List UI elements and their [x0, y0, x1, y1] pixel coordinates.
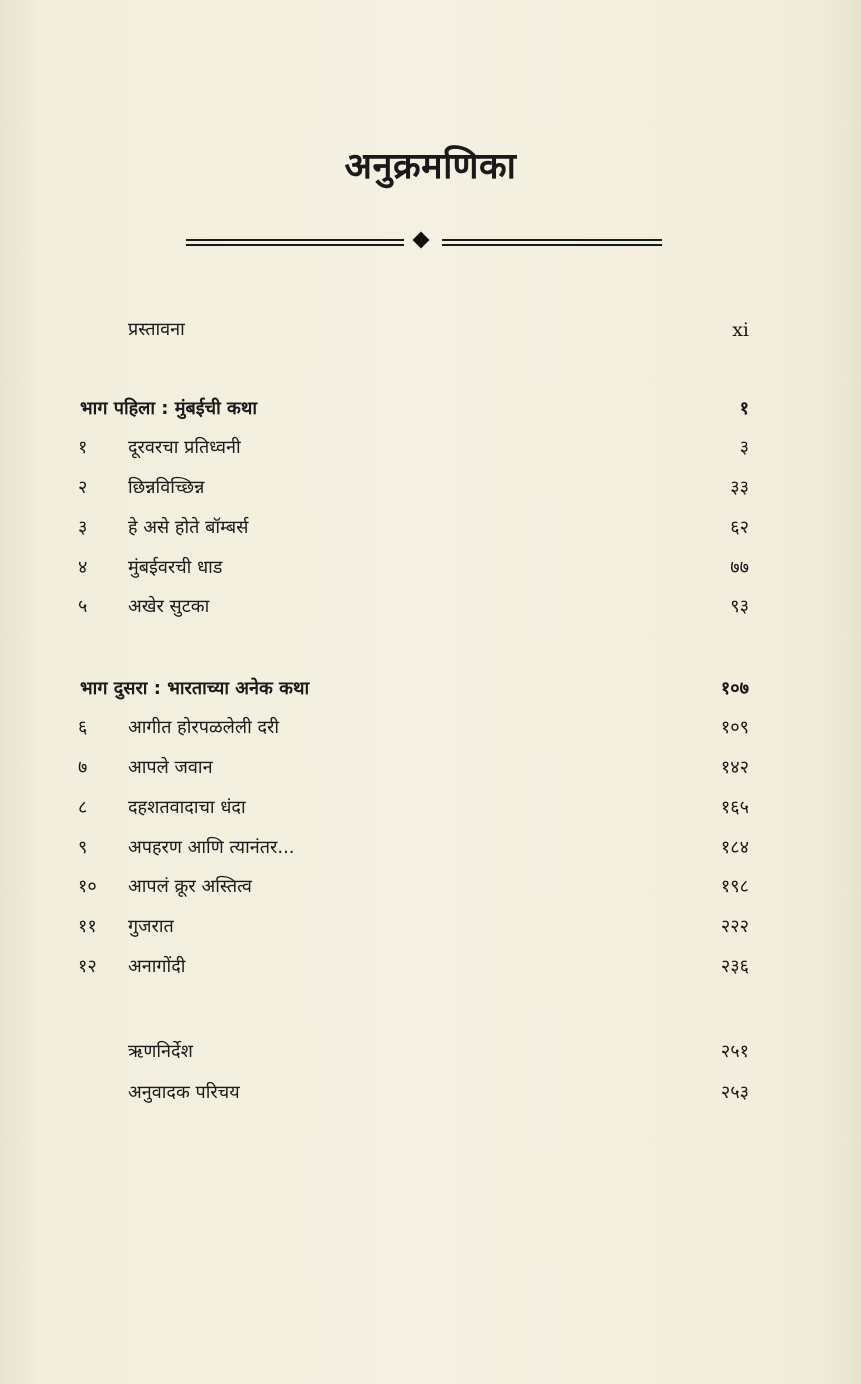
toc-part-1[interactable]: [0, 391, 861, 427]
entry-label: प्रस्तावना: [128, 319, 185, 340]
entry-page: २५१: [720, 1041, 749, 1062]
chapter-label: दूरवरचा प्रतिध्वनी: [128, 437, 241, 458]
ornament-line-left: [186, 239, 404, 246]
diamond-icon: [413, 232, 430, 249]
chapter-label: दहशतवादाचा धंदा: [128, 797, 246, 818]
chapter-page: ९३: [730, 596, 749, 617]
chapter-page: ३३: [730, 477, 749, 498]
toc-part-2[interactable]: [0, 671, 861, 707]
toc-chapter-7[interactable]: [0, 750, 861, 786]
toc-chapter-4[interactable]: [0, 550, 861, 586]
entry-label: ऋणनिर्देश: [128, 1041, 193, 1062]
chapter-number: ७: [78, 757, 88, 778]
chapter-number: १०: [78, 876, 97, 897]
chapter-page: ३: [739, 437, 749, 458]
chapter-number: १: [78, 437, 88, 458]
chapter-page: १८४: [720, 837, 749, 858]
chapter-number: २: [78, 477, 88, 498]
chapter-page: १९८: [720, 876, 749, 897]
toc-chapter-5[interactable]: [0, 589, 861, 625]
toc-chapter-9[interactable]: [0, 830, 861, 866]
chapter-page: १४२: [720, 757, 749, 778]
chapter-number: ६: [78, 717, 88, 738]
chapter-label: छिन्नविच्छिन्न: [128, 477, 205, 498]
chapter-page: १६५: [720, 797, 749, 818]
chapter-number: ३: [78, 517, 88, 538]
chapter-label: मुंबईवरची धाड: [128, 557, 223, 578]
part-page: १: [739, 398, 749, 419]
chapter-page: ६२: [730, 517, 749, 538]
toc-chapter-8[interactable]: [0, 790, 861, 826]
title-ornament-divider: [186, 234, 662, 254]
chapter-number: १२: [78, 956, 97, 977]
toc-entry-preface[interactable]: [0, 312, 861, 348]
chapter-page: २२२: [720, 916, 749, 937]
chapter-number: ११: [78, 916, 97, 937]
toc-chapter-1[interactable]: [0, 430, 861, 466]
chapter-label: गुजरात: [128, 916, 174, 937]
chapter-page: २३६: [720, 956, 749, 977]
chapter-label: अपहरण आणि त्यानंतर...: [128, 837, 295, 858]
toc-chapter-12[interactable]: [0, 949, 861, 985]
chapter-label: अखेर सुटका: [128, 596, 210, 617]
toc-chapter-6[interactable]: [0, 710, 861, 746]
toc-chapter-2[interactable]: [0, 470, 861, 506]
chapter-number: ८: [78, 797, 88, 818]
toc-chapter-3[interactable]: [0, 510, 861, 546]
entry-label: अनुवादक परिचय: [128, 1082, 240, 1103]
entry-page: २५३: [720, 1082, 749, 1103]
chapter-page: ७७: [730, 557, 749, 578]
ornament-line-right: [442, 239, 662, 246]
chapter-page: १०९: [720, 717, 749, 738]
chapter-number: ९: [78, 837, 88, 858]
chapter-label: आगीत होरपळलेली दरी: [128, 717, 280, 738]
toc-chapter-10[interactable]: [0, 869, 861, 905]
chapter-label: आपलं क्रूर अस्तित्व: [128, 876, 252, 897]
part-page: १०७: [720, 678, 749, 699]
chapter-number: ४: [78, 557, 88, 578]
entry-page: xi: [732, 319, 749, 341]
toc-chapter-11[interactable]: [0, 909, 861, 945]
toc-entry-acknowledgements[interactable]: [0, 1034, 861, 1070]
chapter-number: ५: [78, 596, 88, 617]
chapter-label: हे असे होते बॉम्बर्स: [128, 517, 249, 538]
chapter-label: अनागोंदी: [128, 956, 186, 977]
part-label: भाग पहिला : मुंबईची कथा: [80, 398, 257, 419]
page-title: अनुक्रमणिका: [344, 146, 517, 187]
part-label: भाग दुसरा : भारताच्या अनेक कथा: [80, 678, 310, 699]
toc-entry-translator-intro[interactable]: [0, 1075, 861, 1111]
chapter-label: आपले जवान: [128, 757, 213, 778]
